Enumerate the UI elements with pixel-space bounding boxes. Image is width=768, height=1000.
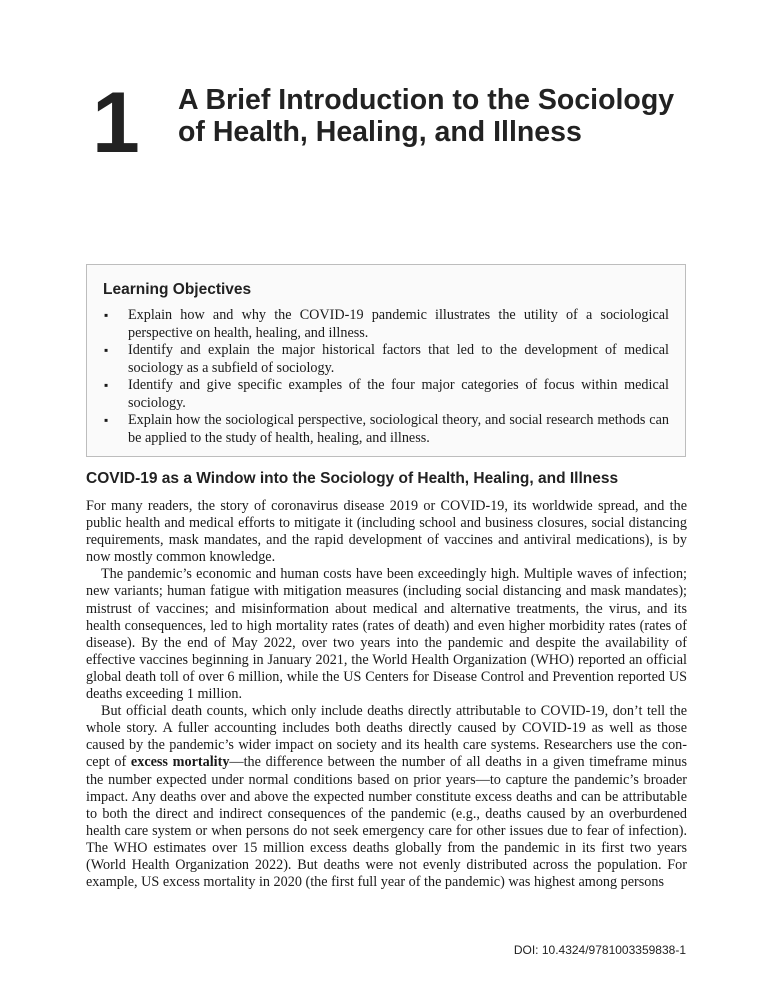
learning-objective-item: [103, 412, 669, 447]
learning-objective-item: [103, 342, 669, 377]
chapter-number: 1: [92, 75, 140, 171]
key-term: excess mortality: [130, 754, 230, 771]
body-text: [86, 498, 687, 891]
paragraph-text: —the difference between the number of all deaths in a given timeframe minus the number expected under normal conditions based on prior years—to capture the pandemic’s broader impact. Any deaths over and above the expected number constitute excess deaths and can be attributable to both the direct and indirect consequences of the pandemic (e.g., deaths caused by an overburdened health care system or when persons do not seek emergency care for other issues due to fear of infection). The WHO estimates over 15 million excess deaths globally from the pandemic in its first two years (World Health Organization 2022). But deaths were not evenly distributed across the population. For example, US excess mortality in 2020 (the first full year of the pandemic) was highest among persons: [86, 754, 687, 891]
learning-objective-text: Identify and give specific examples of the four major categories of focus within medical sociology.: [128, 377, 669, 411]
section-heading: COVID-19 as a Window into the Sociology of Health, Healing, and Illness: [86, 470, 619, 487]
learning-objective-text: Explain how and why the COVID-19 pandemic illustrates the utility of a sociological perspective on health, healing, and illness.: [128, 307, 669, 341]
bullet-icon: ▪: [104, 343, 109, 357]
bullet-icon: ▪: [104, 378, 109, 392]
learning-objective-text: Identify and explain the major historical factors that led to the development of medical sociology as a subfield of sociology.: [128, 342, 669, 376]
paragraph: The pandemic’s economic and human costs have been exceedingly high. Multiple waves of infection; new variants; human fatigue with mitigation measures (including social distancing and mask mandates); mistrust of vaccines; and misinformation about medical and alternative treatments, the virus, and its health consequences, led to high mortality rates (rates of death) and even higher morbidity rates (rates of disease). By the end of May 2022, over two years into the pandemic and despite the availability of effective vaccines beginning in January 2021, the World Health Organization (WHO) reported an official global death toll of over 6 million, while the US Centers for Disease Control and Prevention reported US deaths exceeding 1 million.: [86, 566, 687, 703]
paragraph-text: But official death counts, which only include deaths directly attributable to COVID-19, don’t tell the whole story. A fuller accounting includes both deaths directly caused by COVID-19 as well as those caused by the pandemic’s wider impact on society and its health care systems. Researchers use the concept of: [86, 703, 687, 771]
learning-objective-item: [103, 307, 669, 342]
learning-objectives-heading: Learning Objectives: [103, 281, 252, 298]
learning-objectives-box: [86, 264, 686, 457]
doi-footer: DOI: 10.4324/9781003359838-1: [513, 943, 686, 957]
learning-objective-item: [103, 377, 669, 412]
bullet-icon: ▪: [104, 308, 109, 322]
paragraph: [86, 703, 687, 891]
learning-objective-text: Explain how the sociological perspective, sociological theory, and social research methods can be applied to the study of health, healing, and illness.: [128, 412, 669, 446]
bullet-icon: ▪: [104, 413, 109, 427]
paragraph: For many readers, the story of coronavirus disease 2019 or COVID-19, its worldwide spread, and the public health and medical efforts to mitigate it (including school and business closures, social distancing requirements, mask mandates, and the rapid development of vaccines and antiviral medications), is by now mostly common knowledge.: [86, 498, 687, 566]
learning-objectives-list: [103, 307, 669, 447]
chapter-title: A Brief Introduction to the Sociology of Health, Healing, and Illness: [178, 84, 675, 148]
